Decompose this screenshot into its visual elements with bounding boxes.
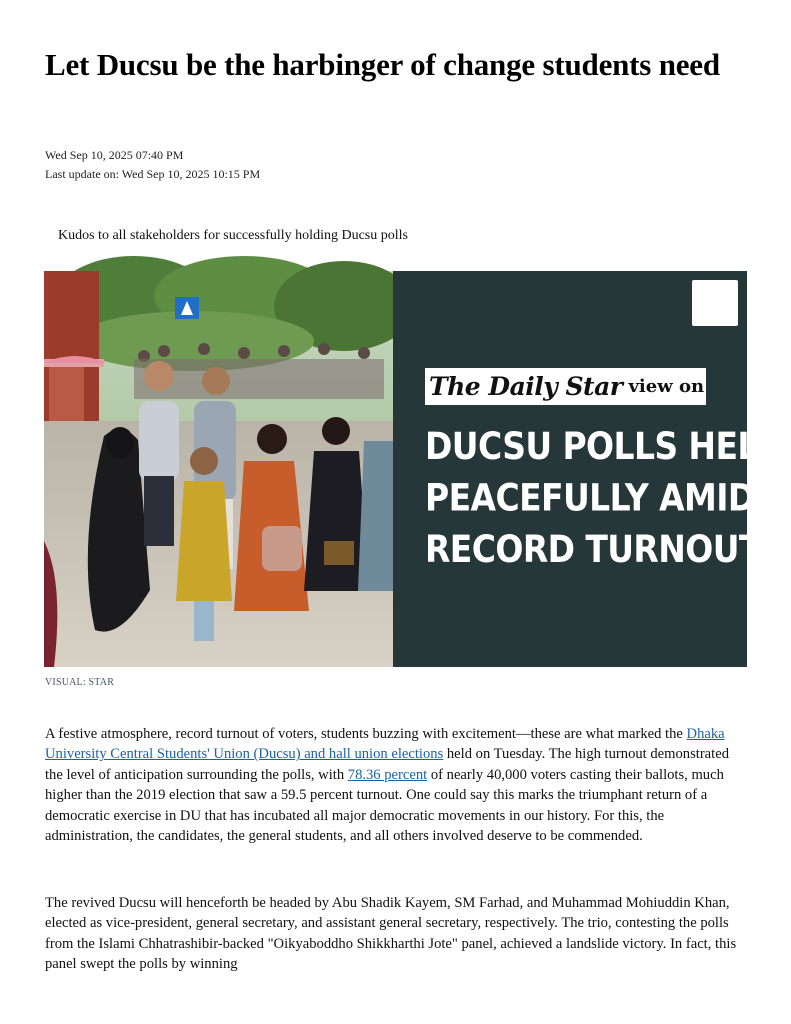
body-paragraph — [45, 724, 747, 846]
last-update-date: Last update on: Wed Sep 10, 2025 10:15 PM — [45, 167, 261, 181]
panel-title-line: PEACEFULLY AMID — [425, 475, 755, 520]
panel-title-line: RECORD TURNOUT — [425, 527, 761, 572]
crowd-photo — [44, 271, 393, 667]
info-panel — [393, 271, 785, 667]
turnout-percent-link[interactable]: 78.36 percent — [347, 766, 428, 783]
brand-box — [425, 368, 706, 405]
panel-square-decoration — [692, 280, 738, 326]
panel-title-line: DUCSU POLLS HELD — [425, 424, 785, 469]
brand-logo: The Daily Star — [429, 372, 623, 401]
body-paragraph: The revived Ducsu will henceforth be headed by Abu Shadik Kayem, SM Farhad, and Muhammad Mohiuddin Khan, elected as vice-president, general secretary, and assistant general secretary, respectively. The trio, contesting the polls from the Islami Chhatrashibir-backed "Oikyaboddho Shikkharthi Jote" panel, achieved a landslide victory. In fact, this panel swept the polls by winning — [45, 895, 737, 973]
pedestrian-crossing-sign-icon — [175, 297, 199, 319]
panel-title — [425, 421, 785, 576]
body-text: held on Tuesday. The high turnout demonstrated the level of anticipation surrounding the polls, with — [45, 746, 729, 783]
hero-image — [44, 271, 785, 667]
body-text: A festive atmosphere, record turnout of voters, students buzzing with excitement—these are what marked the — [45, 726, 687, 742]
article-subheading: Kudos to all stakeholders for successfully holding Ducsu polls — [58, 228, 408, 243]
brand-suffix: view on — [628, 376, 705, 397]
body-text: of nearly 40,000 voters casting their ballots, much higher than the 2019 election that saw a 59.5 percent turnout. One could say this marks the triumphant return of a democratic exercise in DU that has incubated all major democratic movements in our history. For this, the administration, the candidates, the general students, and all others involved deserve to be commended. — [45, 766, 724, 845]
article-title: Let Ducsu be the harbinger of change students need — [45, 47, 720, 82]
ducsu-elections-link[interactable]: Dhaka University Central Students' Union (Ducsu) and hall union elections — [45, 726, 725, 763]
published-date: Wed Sep 10, 2025 07:40 PM — [45, 148, 184, 162]
image-caption: VISUAL: STAR — [45, 677, 115, 688]
